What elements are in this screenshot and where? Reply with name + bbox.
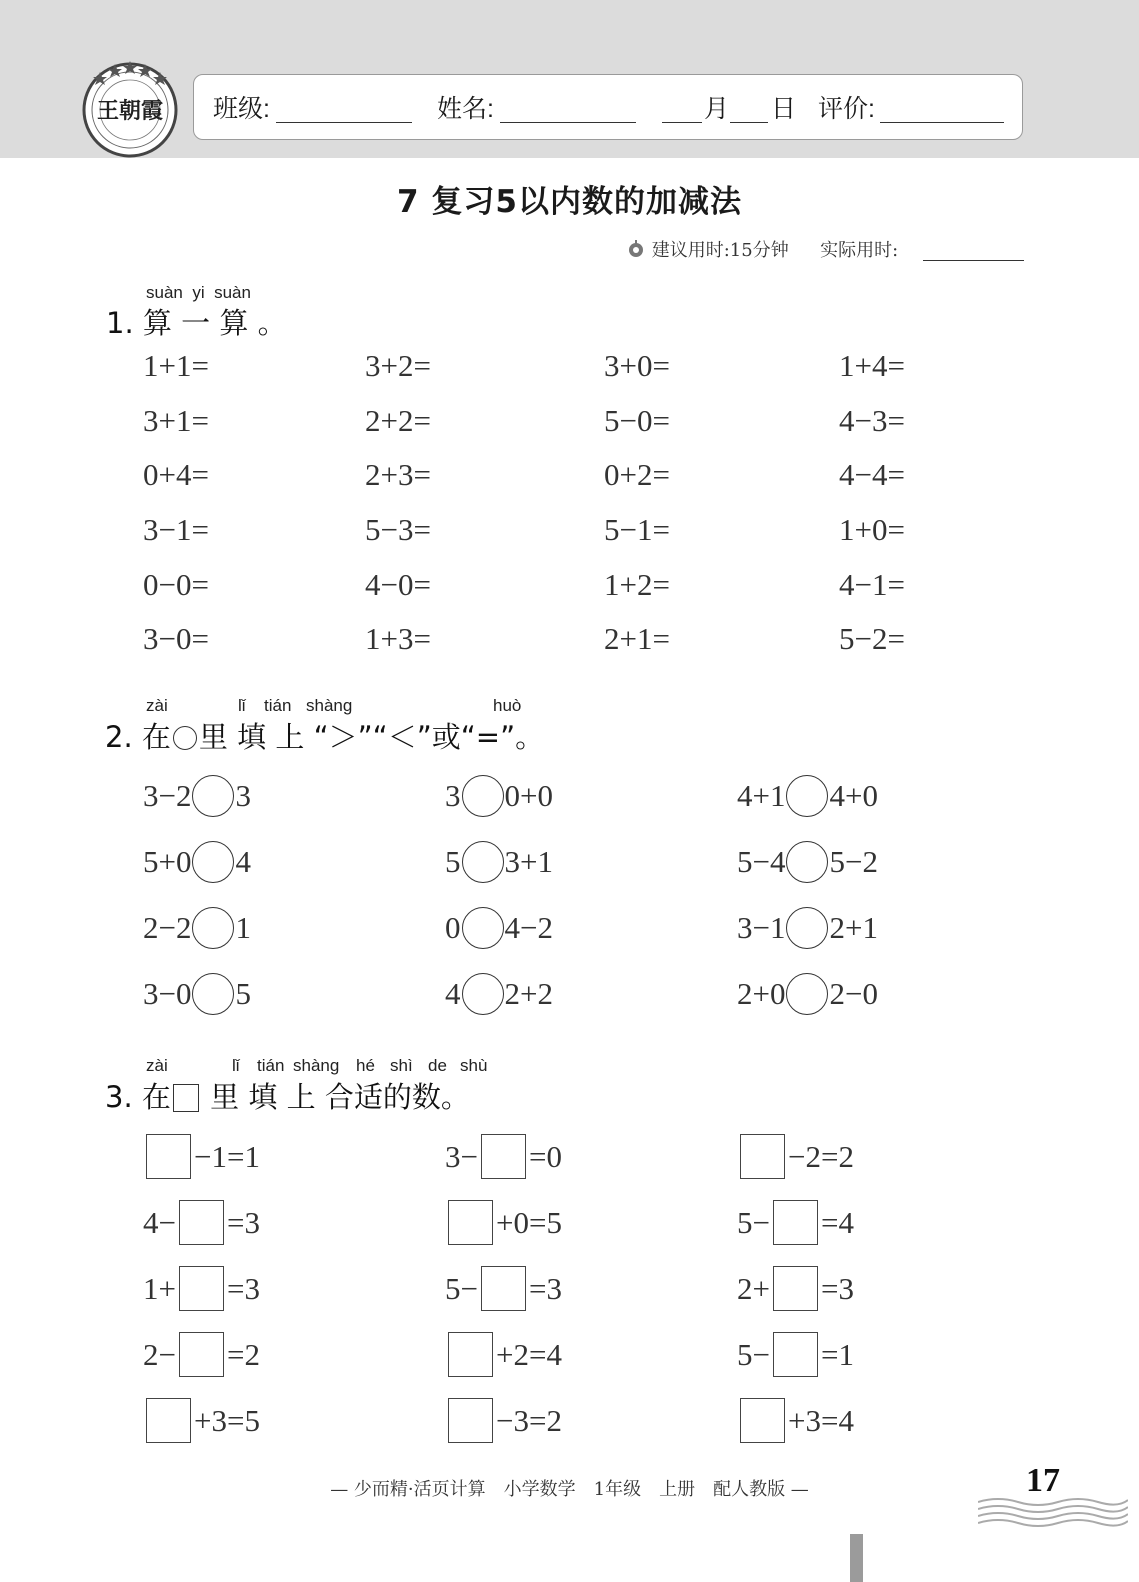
left-expression: 5+0 — [143, 844, 192, 879]
answer-circle[interactable] — [192, 841, 234, 883]
clock-icon — [626, 239, 646, 259]
rating-label: 评价: — [818, 95, 875, 123]
fill-problem — [143, 1200, 260, 1245]
calc-problem: 4−3= — [839, 403, 905, 438]
fill-problem — [737, 1266, 854, 1311]
left-expression: 3−0 — [143, 976, 192, 1011]
suffix-expression: +2=4 — [496, 1336, 562, 1372]
suffix-expression: +3=5 — [194, 1402, 260, 1438]
answer-circle[interactable] — [462, 907, 504, 949]
answer-box[interactable] — [179, 1332, 224, 1377]
fill-problem — [143, 1266, 260, 1311]
suffix-expression: −2=2 — [788, 1138, 854, 1174]
answer-box[interactable] — [179, 1200, 224, 1245]
calc-problem: 1+1= — [143, 348, 209, 383]
answer-circle[interactable] — [192, 973, 234, 1015]
calc-problem: 5−2= — [839, 621, 905, 656]
compare-problem — [445, 973, 553, 1015]
answer-circle[interactable] — [786, 907, 828, 949]
student-info-box — [193, 74, 1023, 140]
left-expression: 2+0 — [737, 976, 786, 1011]
compare-problem — [445, 841, 553, 883]
compare-problem — [737, 841, 878, 883]
fill-problem — [143, 1332, 260, 1377]
calc-problem: 1+0= — [839, 512, 905, 547]
class-field[interactable] — [276, 122, 412, 123]
section3-heading: 3. 在 里 填 上 合适的数。 — [105, 1080, 470, 1114]
left-expression: 3−1 — [737, 910, 786, 945]
prefix-expression: 4− — [143, 1204, 176, 1240]
answer-box[interactable] — [740, 1134, 785, 1179]
calc-problem: 3+0= — [604, 348, 670, 383]
right-expression: 0+0 — [504, 778, 553, 813]
fill-problem — [445, 1398, 562, 1443]
compare-problem — [737, 907, 878, 949]
answer-circle[interactable] — [192, 775, 234, 817]
compare-problem — [737, 775, 878, 817]
fill-problem — [737, 1398, 854, 1443]
prefix-expression: 5− — [445, 1270, 478, 1306]
suffix-expression: =4 — [820, 1204, 854, 1240]
compare-problem — [143, 775, 251, 817]
compare-problem — [143, 973, 251, 1015]
calc-problem: 4−1= — [839, 567, 905, 602]
answer-box[interactable] — [448, 1398, 493, 1443]
section1-pinyin: suàn yi suàn — [146, 283, 251, 302]
calc-problem: 0+4= — [143, 457, 209, 492]
time-info — [626, 236, 898, 262]
calc-problem: 3−0= — [143, 621, 209, 656]
publisher-logo — [80, 58, 180, 158]
right-expression: 4−2 — [504, 910, 553, 945]
class-label: 班级: — [213, 95, 270, 123]
calc-problem: 2+3= — [365, 457, 431, 492]
prefix-expression: 3− — [445, 1138, 478, 1174]
fill-problem — [445, 1266, 562, 1311]
suffix-expression: =0 — [528, 1138, 562, 1174]
fill-problem — [445, 1134, 562, 1179]
fill-problem — [737, 1200, 854, 1245]
calc-problem: 0+2= — [604, 457, 670, 492]
answer-box[interactable] — [179, 1266, 224, 1311]
compare-problem — [445, 907, 553, 949]
suffix-expression: =3 — [820, 1270, 854, 1306]
fill-problem — [737, 1332, 854, 1377]
answer-box[interactable] — [481, 1134, 526, 1179]
right-expression: 2−0 — [829, 976, 878, 1011]
answer-box[interactable] — [481, 1266, 526, 1311]
left-expression: 2−2 — [143, 910, 192, 945]
left-expression: 5 — [445, 844, 461, 879]
answer-box[interactable] — [773, 1332, 818, 1377]
prefix-expression: 1+ — [143, 1270, 176, 1306]
fill-problem — [445, 1200, 562, 1245]
wave-decoration — [978, 1494, 1128, 1528]
calc-problem: 2+2= — [365, 403, 431, 438]
footer-text: — 少而精·活页计算 小学数学 1年级 上册 配人教版 — — [330, 1479, 809, 1500]
day-label: 日 — [771, 95, 797, 123]
left-expression: 4 — [445, 976, 461, 1011]
fill-problem — [445, 1332, 562, 1377]
right-expression: 3+1 — [504, 844, 553, 879]
left-expression: 4+1 — [737, 778, 786, 813]
answer-circle[interactable] — [462, 775, 504, 817]
prefix-expression: 5− — [737, 1336, 770, 1372]
suggested-time: 建议用时:15分钟 — [651, 240, 789, 261]
answer-box[interactable] — [773, 1266, 818, 1311]
suffix-expression: −1=1 — [194, 1138, 260, 1174]
prefix-expression: 2− — [143, 1336, 176, 1372]
calc-problem: 4−0= — [365, 567, 431, 602]
rating-field[interactable] — [880, 122, 1004, 123]
suffix-expression: =2 — [226, 1336, 260, 1372]
compare-problem — [737, 973, 878, 1015]
month-field[interactable] — [662, 122, 702, 123]
name-label: 姓名: — [437, 95, 494, 123]
suffix-expression: −3=2 — [496, 1402, 562, 1438]
calc-problem: 1+2= — [604, 567, 670, 602]
svg-text:王朝霞: 王朝霞 — [96, 98, 164, 124]
compare-problem — [143, 841, 251, 883]
prefix-expression: 5− — [737, 1204, 770, 1240]
left-expression: 3 — [445, 778, 461, 813]
day-field[interactable] — [730, 122, 768, 123]
calc-problem: 3−1= — [143, 512, 209, 547]
answer-box[interactable] — [448, 1200, 493, 1245]
answer-circle[interactable] — [786, 841, 828, 883]
calc-problem: 2+1= — [604, 621, 670, 656]
actual-time-field[interactable] — [923, 260, 1024, 261]
left-expression: 0 — [445, 910, 461, 945]
compare-problem — [143, 907, 251, 949]
section1-heading: 1. 算 一 算 。 — [106, 306, 287, 340]
answer-box[interactable] — [773, 1200, 818, 1245]
right-expression: 5 — [235, 976, 251, 1011]
calc-problem: 1+3= — [365, 621, 431, 656]
calc-problem: 5−3= — [365, 512, 431, 547]
calc-problem: 3+2= — [365, 348, 431, 383]
answer-circle[interactable] — [462, 973, 504, 1015]
page-title: 7 复习5以内数的加减法 — [397, 184, 742, 220]
left-expression: 5−4 — [737, 844, 786, 879]
box-symbol — [173, 1084, 199, 1112]
right-expression: 4 — [235, 844, 251, 879]
calc-problem: 5−0= — [604, 403, 670, 438]
answer-box[interactable] — [146, 1398, 191, 1443]
suffix-expression: +0=5 — [496, 1204, 562, 1240]
compare-problem — [445, 775, 553, 817]
section3-pinyin: zài lǐ tián shàng hé shì de shù — [146, 1056, 488, 1075]
right-expression: 3 — [235, 778, 251, 813]
suffix-expression: =3 — [226, 1270, 260, 1306]
actual-time-label: 实际用时: — [820, 240, 899, 261]
calc-problem: 1+4= — [839, 348, 905, 383]
right-expression: 2+1 — [829, 910, 878, 945]
section2-pinyin: zài lǐ tián shàng huò — [146, 696, 522, 715]
right-expression: 2+2 — [504, 976, 553, 1011]
calc-problem: 5−1= — [604, 512, 670, 547]
suffix-expression: =3 — [226, 1204, 260, 1240]
right-expression: 1 — [235, 910, 251, 945]
right-expression: 5−2 — [829, 844, 878, 879]
answer-circle[interactable] — [192, 907, 234, 949]
fill-problem — [143, 1398, 260, 1443]
name-field[interactable] — [500, 122, 636, 123]
suffix-expression: +3=4 — [788, 1402, 854, 1438]
answer-circle[interactable] — [462, 841, 504, 883]
right-expression: 4+0 — [829, 778, 878, 813]
month-label: 月 — [704, 95, 730, 123]
page-number: 17 — [1026, 1462, 1060, 1499]
prefix-expression: 2+ — [737, 1270, 770, 1306]
answer-box[interactable] — [740, 1398, 785, 1443]
suffix-expression: =1 — [820, 1336, 854, 1372]
suffix-expression: =3 — [528, 1270, 562, 1306]
binding-mark — [850, 1534, 863, 1582]
fill-problem — [143, 1134, 260, 1179]
fill-problem — [737, 1134, 854, 1179]
circle-symbol — [173, 726, 197, 750]
answer-box[interactable] — [146, 1134, 191, 1179]
calc-problem: 4−4= — [839, 457, 905, 492]
left-expression: 3−2 — [143, 778, 192, 813]
calc-problem: 3+1= — [143, 403, 209, 438]
section2-heading: 2. 在 里 填 上 “＞”“＜”或“=”。 — [105, 720, 545, 754]
calc-problem: 0−0= — [143, 567, 209, 602]
answer-circle[interactable] — [786, 775, 828, 817]
answer-circle[interactable] — [786, 973, 828, 1015]
answer-box[interactable] — [448, 1332, 493, 1377]
